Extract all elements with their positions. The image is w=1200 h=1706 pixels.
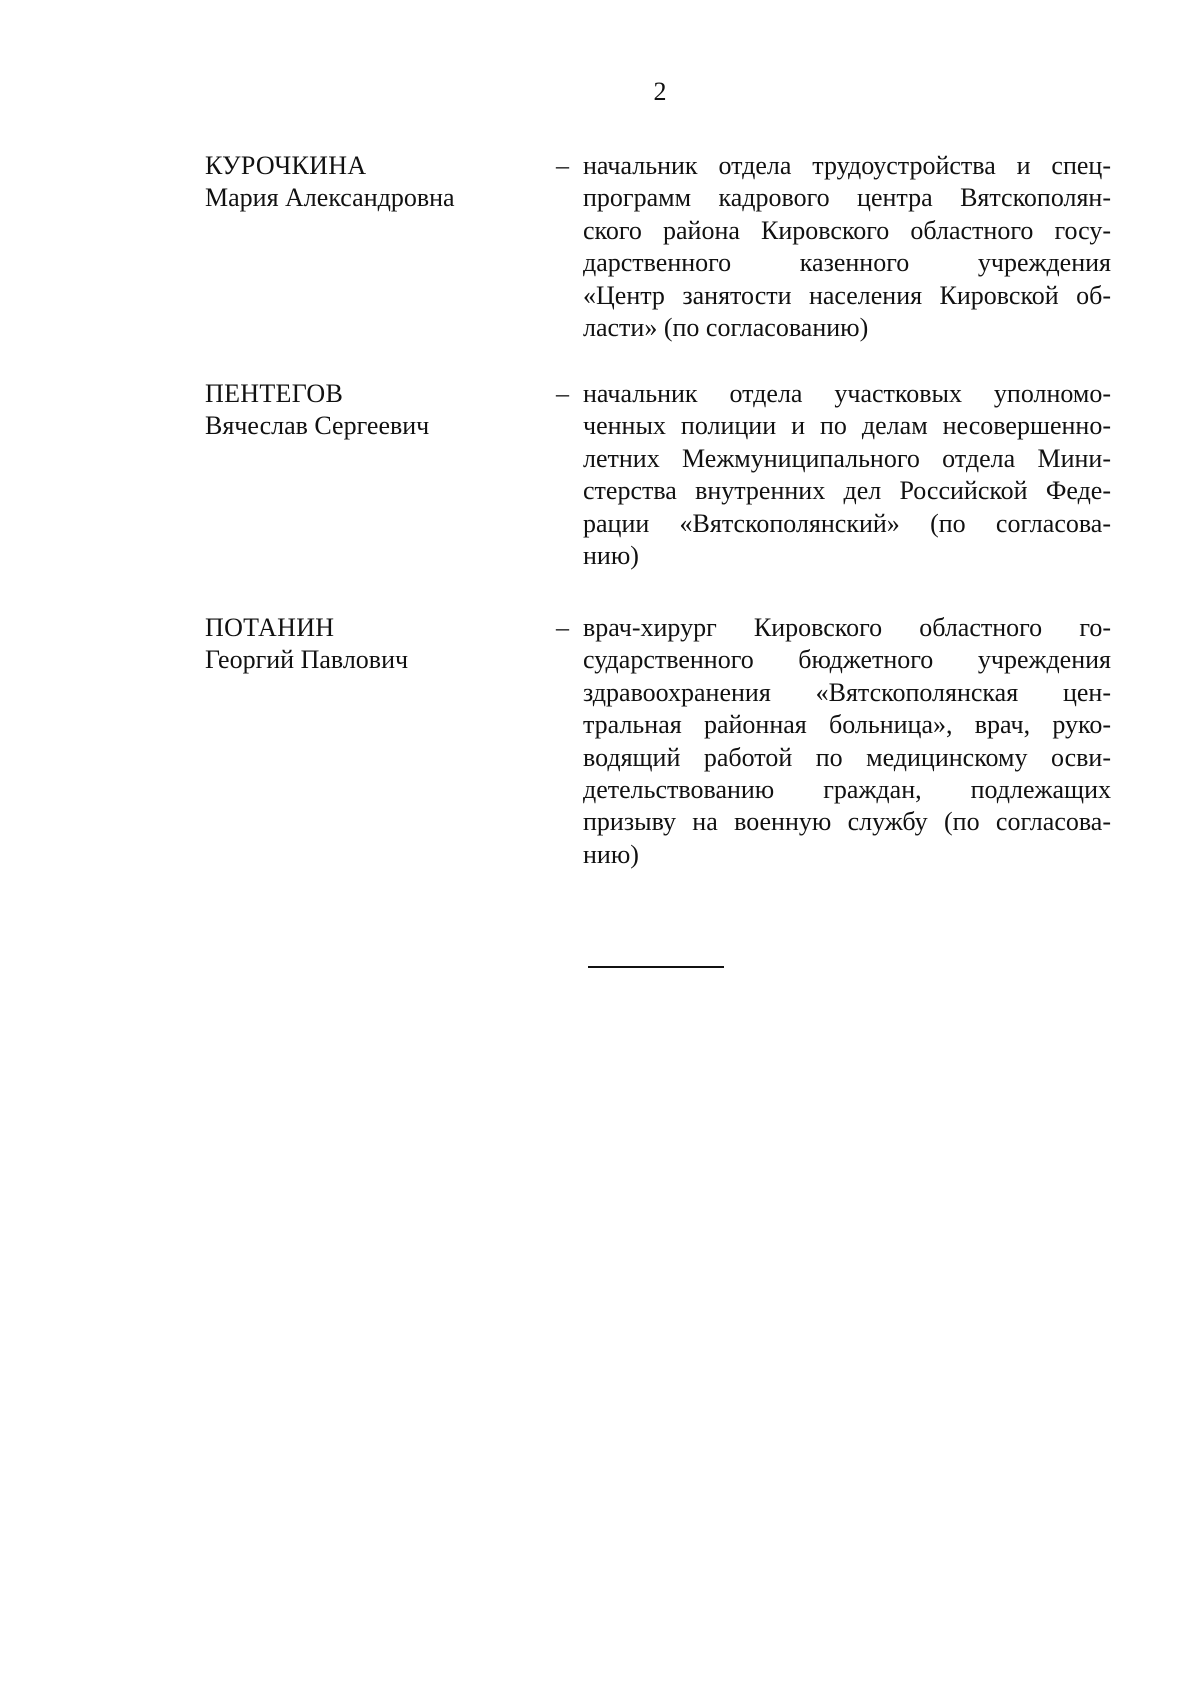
member-surname: КУРОЧКИНА xyxy=(205,151,367,180)
description-line: начальник отдела участковых уполномо- xyxy=(583,379,1111,408)
description-line: программ кадрового центра Вятскополян- xyxy=(583,183,1111,213)
entry-dash: – xyxy=(556,151,569,180)
description-line: «Центр занятости населения Кировской об- xyxy=(583,280,1111,310)
member-name xyxy=(205,612,535,676)
member-given-names: Мария Александровна xyxy=(205,183,455,212)
description-line: рации «Вятскополянский» (по согласова- xyxy=(583,508,1111,538)
description-line: детельствованию граждан, подлежащих xyxy=(583,775,1111,805)
end-of-list-rule xyxy=(588,966,724,968)
description-line: нию) xyxy=(583,839,639,869)
description-line: сударственного бюджетного учреждения xyxy=(583,645,1111,675)
description-line: тральная районная больница», врач, руко- xyxy=(583,710,1111,740)
description-line: дарственного казенного учреждения xyxy=(583,248,1111,278)
entry-dash: – xyxy=(556,379,569,408)
member-given-names: Вячеслав Сергеевич xyxy=(205,411,430,440)
description-line: начальник отдела трудоустройства и спец- xyxy=(583,151,1111,180)
description-line: стерства внутренних дел Российской Феде- xyxy=(583,476,1111,506)
description-line: водящий работой по медицинскому осви- xyxy=(583,742,1111,772)
description-line: ласти» (по согласованию) xyxy=(583,313,869,343)
page-number: 2 xyxy=(653,77,667,106)
description-line: ченных полиции и по делам несовершенно- xyxy=(583,411,1111,441)
member-position-description xyxy=(583,150,1111,344)
description-line: врач-хирург Кировского областного го- xyxy=(583,613,1111,642)
description-line: летних Межмуниципального отдела Мини- xyxy=(583,443,1111,473)
description-line: здравоохранения «Вятскополянская цен- xyxy=(583,677,1111,707)
member-name xyxy=(205,150,535,214)
description-line: призыву на военную службу (по согласова- xyxy=(583,807,1111,837)
member-name xyxy=(205,378,535,442)
description-line: ского района Кировского областного госу- xyxy=(583,215,1111,245)
member-position-description xyxy=(583,378,1111,572)
member-given-names: Георгий Павлович xyxy=(205,645,409,674)
member-position-description xyxy=(583,612,1111,871)
member-surname: ПОТАНИН xyxy=(205,613,335,642)
description-line: нию) xyxy=(583,541,639,571)
entry-dash: – xyxy=(556,613,569,642)
member-surname: ПЕНТЕГОВ xyxy=(205,379,344,408)
